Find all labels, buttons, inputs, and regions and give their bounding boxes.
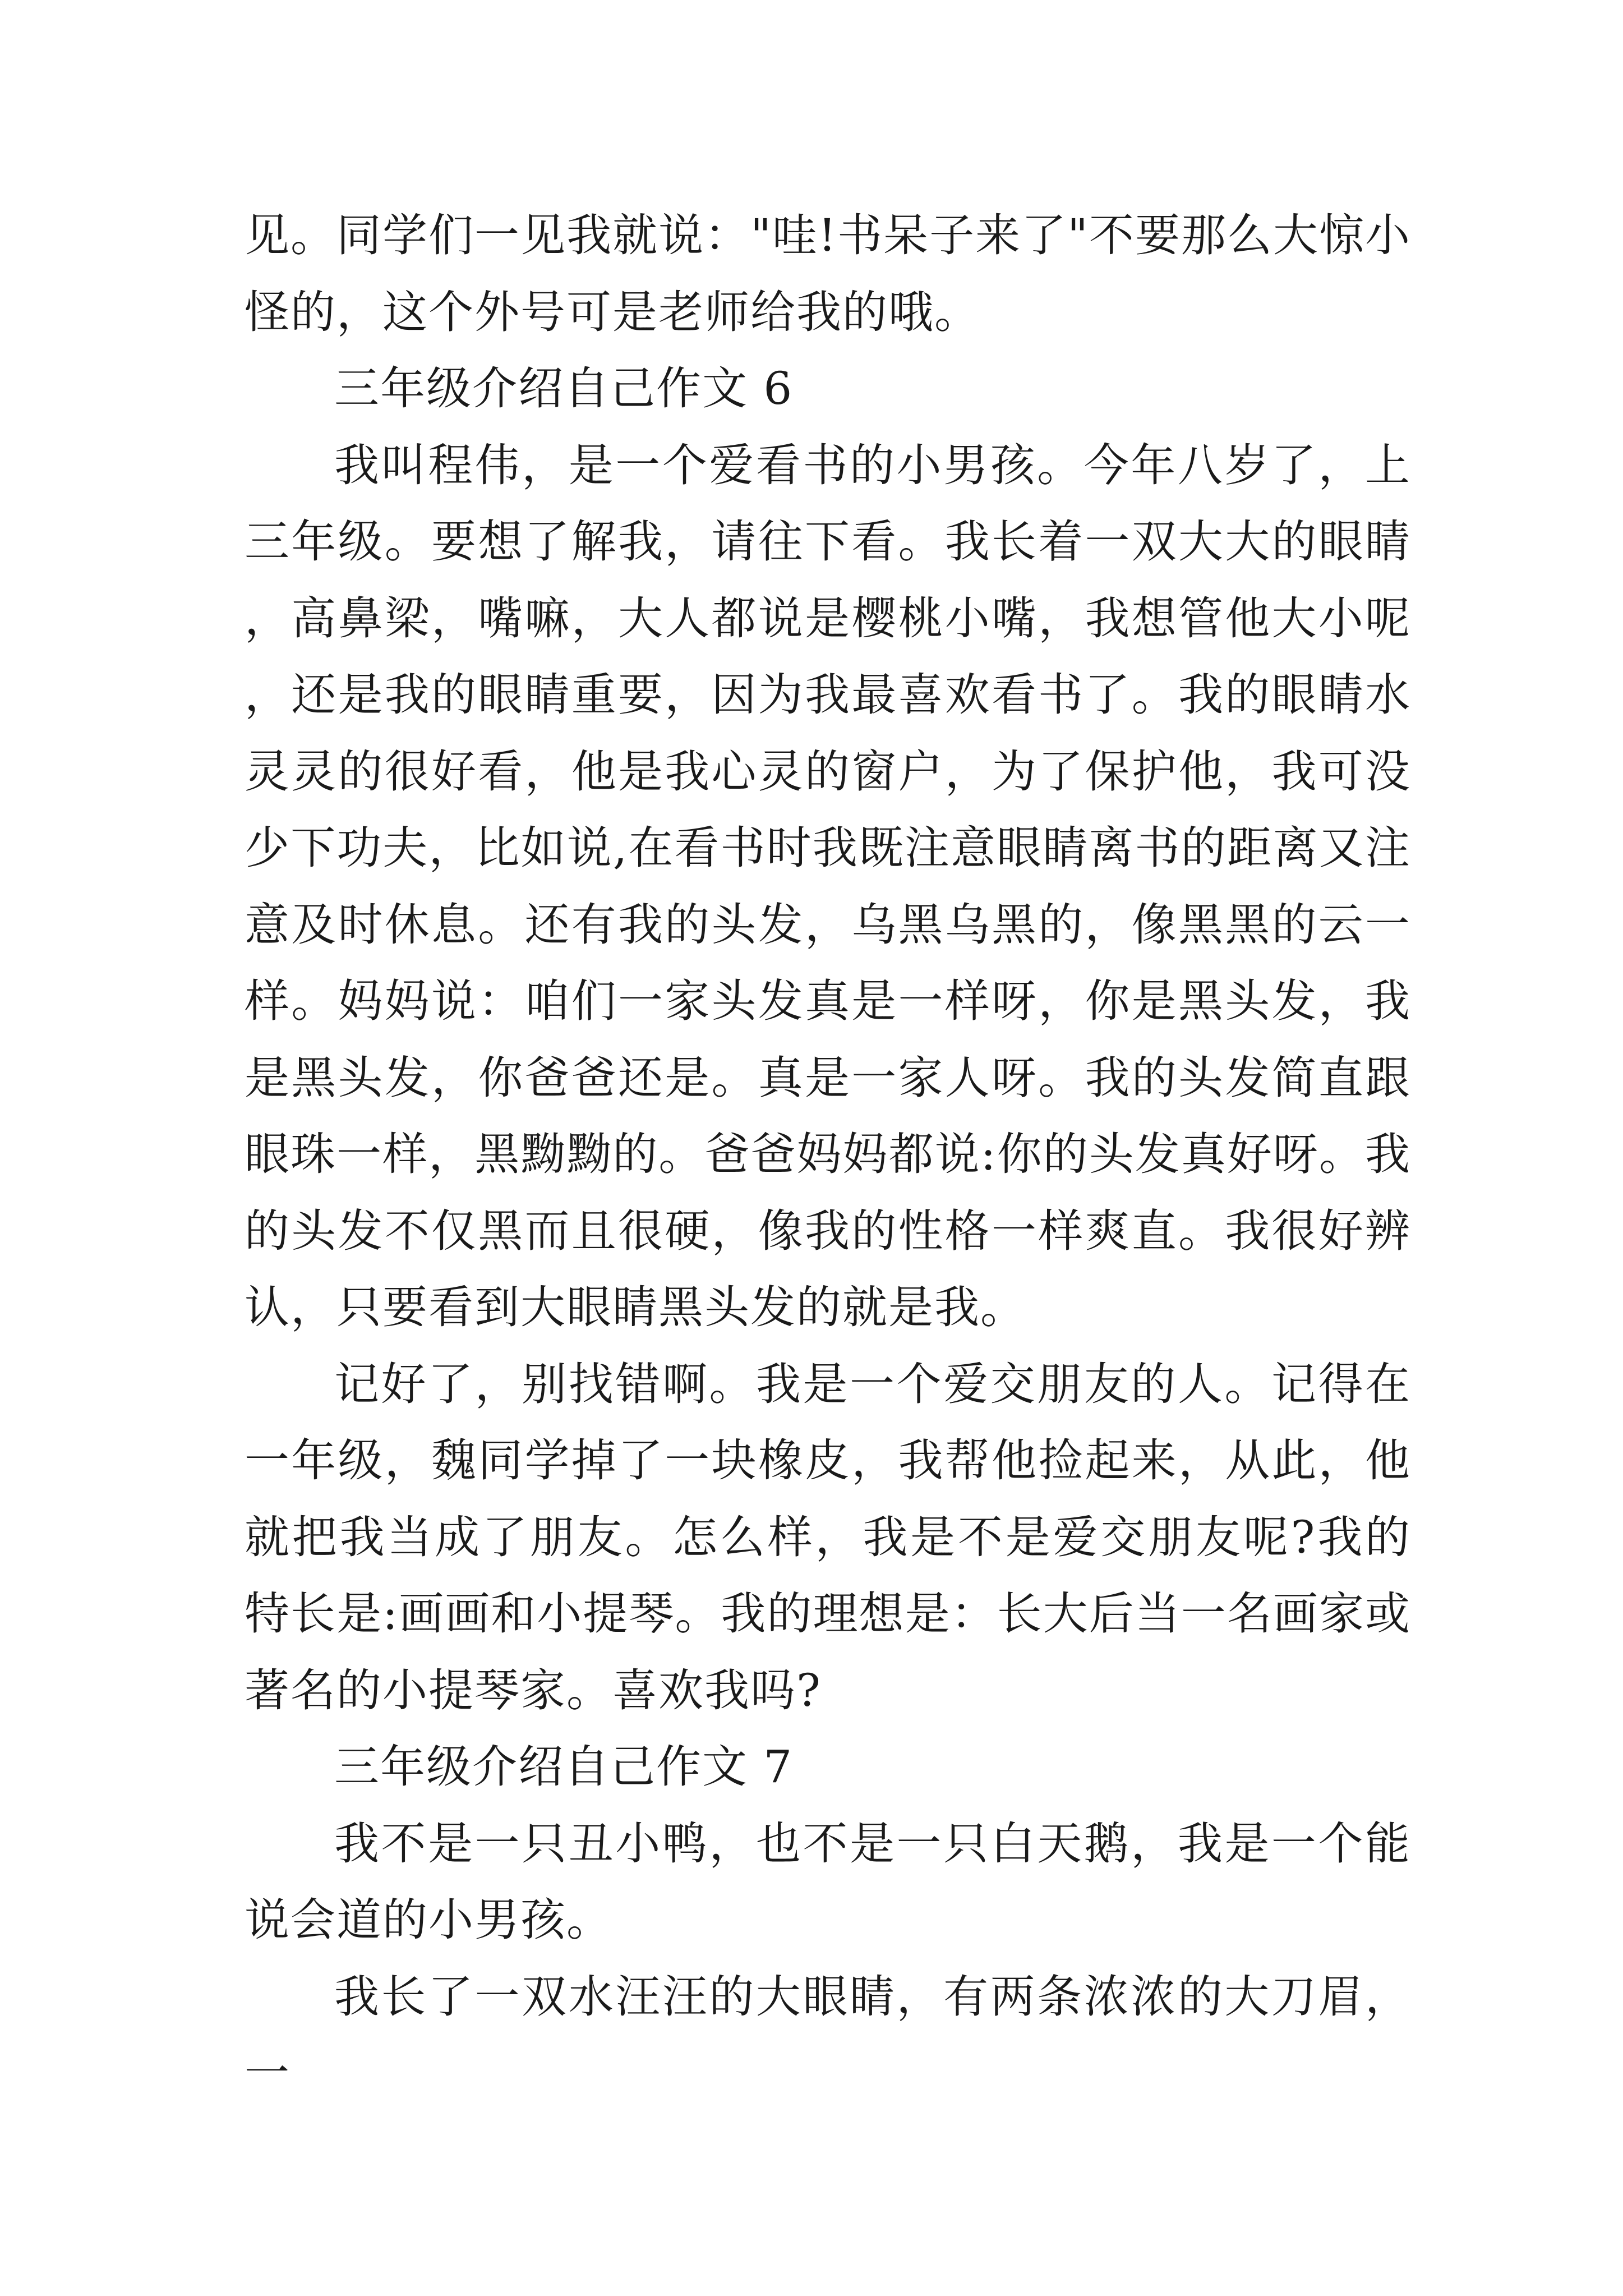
paragraph: 记好了，别找错啊。我是一个爱交朋友的人。记得在一年级，魏同学掉了一块橡皮，我帮他捡起来，从此，他就把我当成了朋友。怎么样，我是不是爱交朋友呢?我的特长是:画画和小提琴。我的理想是：长大后当一名画家或著名的小提琴家。喜欢我吗? xyxy=(245,1358,1411,1717)
document-body xyxy=(245,197,1411,2112)
section-heading-7: 三年级介绍自己作文 7 xyxy=(334,1741,794,1793)
paragraph-continued: 见。同学们一见我就说："哇!书呆子来了"不要那么大惊小怪的，这个外号可是老师给我的哦。 xyxy=(245,209,1411,338)
paragraph: 我长了一双水汪汪的大眼睛，有两条浓浓的大刀眉，一 xyxy=(245,1970,1411,2099)
paragraph: 我叫程伟，是一个爱看书的小男孩。今年八岁了，上三年级。要想了解我，请往下看。我长着一双大大的眼睛，高鼻梁，嘴嘛，大人都说是樱桃小嘴，我想管他大小呢，还是我的眼睛重要，因为我最喜欢看书了。我的眼睛水灵灵的很好看，他是我心灵的窗户，为了保护他，我可没少下功夫，比如说,在看书时我既注意眼睛离书的距离又注意及时休息。还有我的头发，乌黑乌黑的，像黑黑的云一样。妈妈说：咱们一家头发真是一样呀，你是黑头发，我是黑头发，你爸爸还是。真是一家人呀。我的头发简直跟眼珠一样，黑黝黝的。爸爸妈妈都说:你的头发真好呀。我的头发不仅黑而且很硬，像我的性格一样爽直。我很好辨认，只要看到大眼睛黑头发的就是我。 xyxy=(245,439,1411,1333)
section-heading-6: 三年级介绍自己作文 6 xyxy=(334,362,794,415)
paragraph: 我不是一只丑小鸭，也不是一只白天鹅，我是一个能说会道的小男孩。 xyxy=(245,1817,1411,1946)
